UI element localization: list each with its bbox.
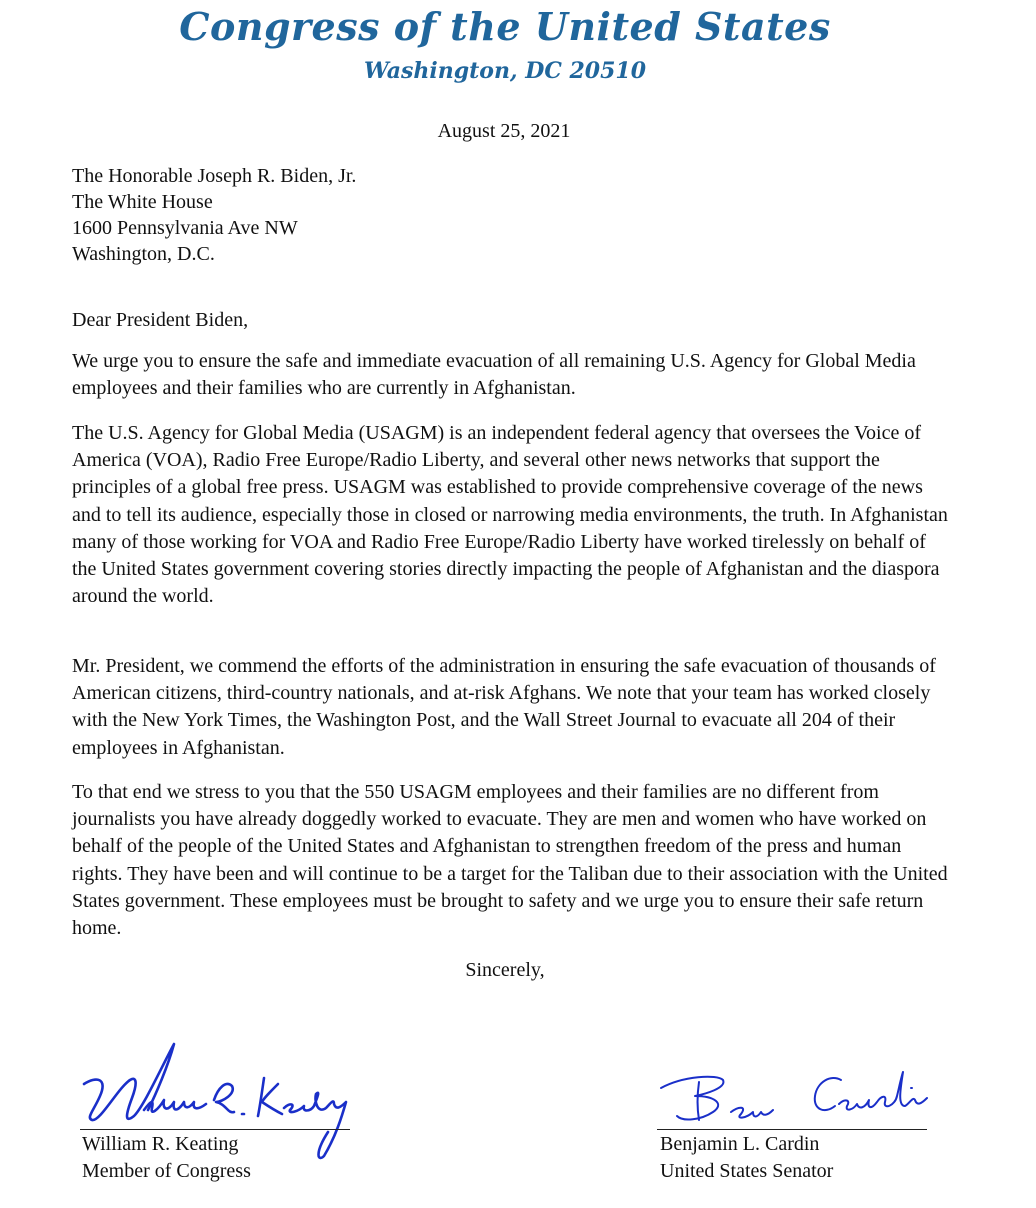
letterhead-address: Washington, DC 20510	[363, 58, 647, 84]
recipient-line: The White House	[72, 191, 213, 213]
recipient-line: The Honorable Joseph R. Biden, Jr.	[72, 165, 357, 187]
closing: Sincerely,	[465, 959, 545, 981]
letterhead-title: Congress of the United States	[179, 4, 831, 49]
signatory-cardin	[660, 1131, 833, 1185]
signatory-title: United States Senator	[660, 1160, 834, 1182]
recipient-address	[72, 163, 356, 267]
letter-date: August 25, 2021	[437, 120, 571, 142]
salutation: Dear President Biden,	[72, 309, 249, 331]
cardin-signature	[655, 1066, 935, 1132]
signatory-title: Member of Congress	[82, 1160, 251, 1182]
body-paragraph: Mr. President, we commend the efforts of the administration in ensuring the safe evacuation of thousands of American citizens, third-country nationals, and at-risk Afghans. We note that your team has worked closely with the New York Times, the Washington Post, and the Wall Street Journal to evacuate all 204 of their employees in Afghanistan.	[72, 655, 936, 759]
body-paragraph: To that end we stress to you that the 550 USAGM employees and their families are no different from journalists you have already doggedly worked to evacuate. They are men and women who have worked on behalf of the people of the United States and Afghanistan to strengthen freedom of the press and human rights. They have been and will continue to be a target for the Taliban due to their association with the United States government. These employees must be brought to safety and we urge you to ensure their safe return home.	[72, 781, 948, 940]
signatory-keating	[82, 1131, 251, 1185]
body-paragraph: We urge you to ensure the safe and immediate evacuation of all remaining U.S. Agency for Global Media employees and their families who are currently in Afghanistan.	[72, 350, 916, 400]
body-paragraph: The U.S. Agency for Global Media (USAGM) is an independent federal agency that oversees the Voice of America (VOA), Radio Free Europe/Radio Liberty, and several other news networks that support the principles of a global free press. USAGM was established to provide comprehensive coverage of the news and to tell its audience, especially those in closed or narrowing media environments, the truth. In Afghanistan many of those working for VOA and Radio Free Europe/Radio Liberty have worked tirelessly on behalf of the United States government covering stories directly impacting the people of Afghanistan and the diaspora around the world.	[72, 422, 948, 608]
signatory-name: Benjamin L. Cardin	[660, 1133, 820, 1155]
signatory-name: William R. Keating	[82, 1133, 239, 1155]
signature-line	[657, 1129, 927, 1130]
signature-line	[80, 1129, 350, 1130]
recipient-line: Washington, D.C.	[72, 243, 215, 265]
recipient-line: 1600 Pennsylvania Ave NW	[72, 217, 298, 239]
